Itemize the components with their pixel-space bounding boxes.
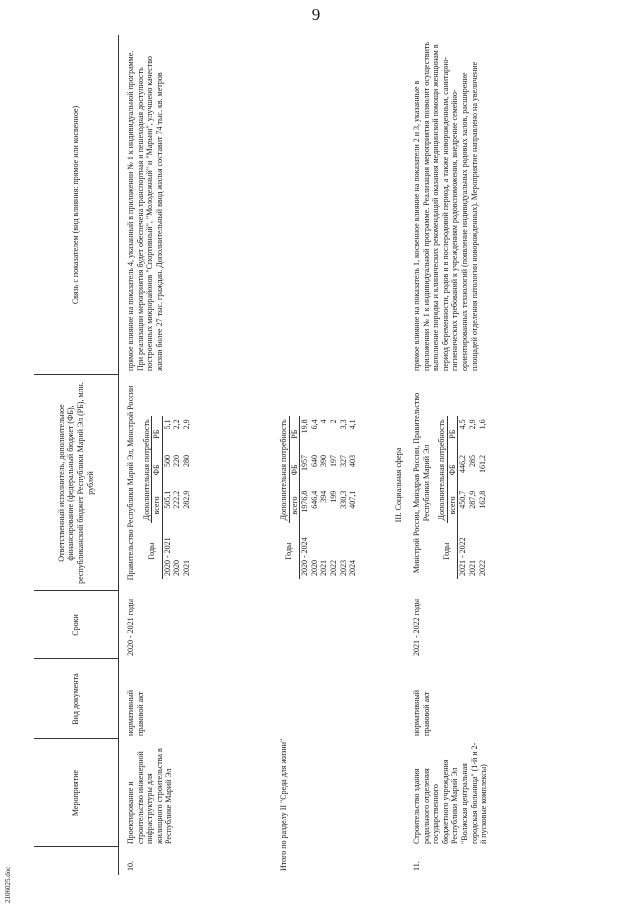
funding-rb: 2,9 [181,419,191,430]
col-total: всего [152,488,163,524]
funding-year: 2020 - 2021 [162,537,172,576]
funding-rb: 2 [328,419,338,424]
executor-cell [412,375,493,591]
row-number: 11. [412,861,421,871]
funding-fb: 220 [172,455,182,468]
funding-year: 2020 - 2024 [300,537,310,576]
col-fb: ФБ [152,452,163,488]
section-heading: III. Социальная сфера [394,447,403,523]
col-years: Годы [437,523,458,579]
page-number: 9 [311,5,321,24]
funding-fb: 327 [338,455,348,468]
funding-year: 2023 [338,560,348,576]
executor-text: Правительство Республики Марий Эл, Минстрой России [126,385,135,581]
funding-row [182,416,192,579]
header-doc-type: Вид документа [71,673,81,725]
executor-text: Минстрой России, Минздрав России, Правительство Республики Марий Эл [412,392,431,574]
col-group: Дополнительная потребность [437,416,447,523]
table-row [412,35,602,875]
header-measure: Мероприятие [71,769,81,817]
doc-type-text: нормативный правовой акт [126,689,145,736]
link-text: прямое влияние на показатель 1, косвенное влияние на показатели 2 и 3, указанные в приложении № 1 к индивидуальной программе. Реализация мероприятия позволит осуществить выполнение порядка и клинических рекомендаций оказания медицинской помощи женщинам в период беременности, родов и в послеродовой период, а также новорожденным, санитарно-гигиенических требований к учреждениям родовспоможения, внедрение семейно-ориентированных технологий (появление индивидуальных родовых залов, расширение площадей отделения патологии новорожденных). Мероприятие направлено на увеличение [412,41,479,371]
funding-year: 2022 [328,560,338,576]
funding-total: 282,9 [181,490,191,509]
funding-total: 199 [328,490,338,503]
col-rb: РБ [152,416,163,452]
funding-row [458,416,468,579]
col-years: Годы [279,523,300,579]
funding-row [468,416,478,579]
funding-total: 407,1 [348,490,358,509]
footer-filename: 2106025.doc [4,866,12,903]
funding-year: 2024 [348,560,358,576]
funding-rb: 2,9 [467,419,477,430]
col-rb: РБ [289,416,300,452]
link-text: прямое влияние на показатель 4, указанный в приложении № 1 к индивидуальной программе. При реализации мероприятия будет обеспечена транспортная и пешеходная доступность построенных микрорайонов "Спортивный", "Молодежный" и "Марьин", улучшено качество жизни более 27 тыс. граждан. Дополнительный ввод жилья составит 74 тыс. кв. метров [126,50,164,371]
funding-row [339,416,349,579]
funding-total: 330,3 [338,490,348,509]
measure-text: Проектирование и строительство инженерной инфраструктуры для жилищного строительства в Республике Марий Эл [126,748,174,844]
header-link: Связь с показателем (вид влияния: прямое или косвенное) [71,105,81,305]
funding-total: 1976,8 [300,490,310,513]
table-row [126,35,276,875]
funding-row [319,416,329,579]
funding-row [172,416,182,579]
section-total-row [279,35,389,875]
col-group: Дополнительная потребность [279,416,289,523]
funding-rb: 2,2 [172,419,182,430]
col-group: Дополнительная потребность [142,416,152,523]
table-header [34,35,119,875]
funding-fb: 161,2 [477,455,487,474]
funding-rb: 3,3 [338,419,348,430]
funding-fb: 285 [467,455,477,468]
row-number: 10. [126,861,135,871]
col-fb: ФБ [447,452,458,488]
funding-rb: 4,5 [458,419,468,430]
section-total-label: Итого по разделу II "Среда для жизни" [279,738,288,871]
total-executor-cell [279,375,364,591]
total-funding-table [279,416,358,579]
header-num [34,847,118,875]
executor-cell [126,375,198,591]
rotated-table-page [34,35,604,875]
col-total: всего [289,488,300,524]
funding-rb: 6,4 [309,419,319,430]
funding-total: 162,8 [477,490,487,509]
funding-total: 394 [319,490,329,503]
funding-fb: 1957 [300,455,310,472]
funding-fb: 640 [309,455,319,468]
measure-text: Строительство здания родильного отделения государственного бюджетного учреждения Республики Марий Эл "Волжская центральная городская больница" (1-й и 2-й пусковые комплексы) [412,742,489,844]
header-term: Сроки [71,614,81,636]
funding-year: 2020 [172,560,182,576]
funding-rb: 1,6 [477,419,487,430]
funding-year: 2021 [467,560,477,576]
funding-row [310,416,320,579]
funding-row [329,416,339,579]
col-rb: РБ [447,416,458,452]
term-text: 2020 - 2021 годы [126,599,135,656]
funding-row [348,416,358,579]
funding-rb: 19,8 [300,419,310,434]
funding-rb: 5,1 [162,419,172,430]
funding-year: 2021 - 2022 [458,537,468,576]
funding-rb: 4 [319,419,329,424]
funding-row [300,416,310,579]
funding-fb: 280 [181,455,191,468]
funding-table [142,416,192,579]
funding-year: 2020 [309,560,319,576]
header-executor: Ответственный исполнитель, дополнительное финансирование (федеральный бюджет (ФБ), республиканский бюджет Республики Марий Эл (РБ), млн. рублей [56,382,95,584]
funding-row [162,416,172,579]
funding-total: 505,1 [162,490,172,509]
funding-year: 2022 [477,560,487,576]
col-fb: ФБ [289,452,300,488]
col-total: всего [447,488,458,524]
col-years: Годы [142,523,163,579]
doc-type-text: нормативный правовой акт [412,689,431,736]
funding-rb: 4,1 [348,419,358,430]
funding-fb: 197 [328,455,338,468]
funding-year: 2021 [319,560,329,576]
funding-row [478,416,488,579]
funding-total: 287,9 [467,490,477,509]
funding-total: 646,4 [309,490,319,509]
funding-fb: 446,2 [458,455,468,474]
funding-fb: 390 [319,455,329,468]
funding-table [437,416,487,579]
funding-year: 2021 [181,560,191,576]
funding-total: 450,7 [458,490,468,509]
term-text: 2021 - 2022 годы [412,599,421,656]
funding-fb: 500 [162,455,172,468]
funding-fb: 403 [348,455,358,468]
funding-total: 222,2 [172,490,182,509]
